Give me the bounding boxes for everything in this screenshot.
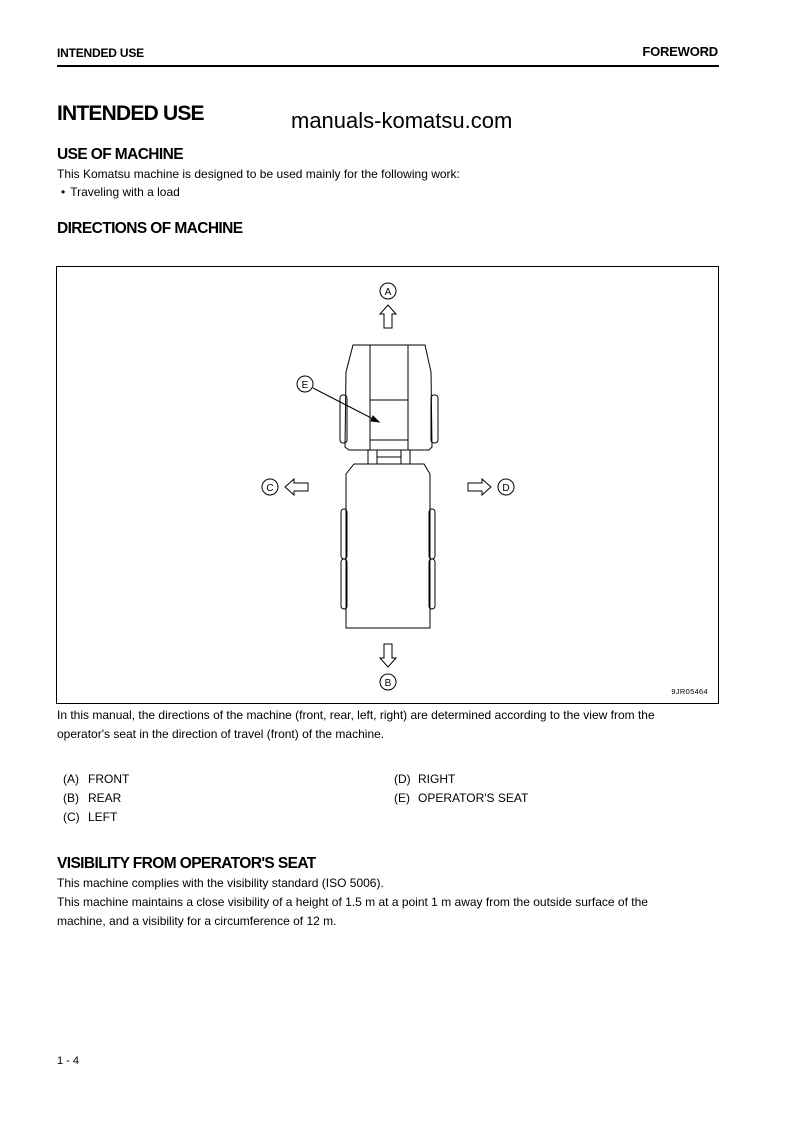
legend-key: (A) xyxy=(63,772,79,786)
legend-label: FRONT xyxy=(88,772,130,786)
figure-id: 9JR05464 xyxy=(671,687,708,696)
directions-heading: DIRECTIONS OF MACHINE xyxy=(57,220,243,237)
page-title: INTENDED USE xyxy=(57,102,204,125)
label-a: A xyxy=(384,287,392,298)
header-rule xyxy=(57,65,719,67)
legend-item-left xyxy=(63,810,117,824)
visibility-line3: machine, and a visibility for a circumference of 12 m. xyxy=(57,914,337,928)
visibility-heading: VISIBILITY FROM OPERATOR'S SEAT xyxy=(57,855,316,872)
front-frame xyxy=(345,345,432,450)
use-of-machine-text: This Komatsu machine is designed to be used mainly for the following work: xyxy=(57,167,460,181)
label-c: C xyxy=(266,483,274,494)
right-arrow-icon xyxy=(468,479,491,495)
legend-label: LEFT xyxy=(88,810,118,824)
legend-item-front xyxy=(63,772,129,786)
header-section-title: INTENDED USE xyxy=(57,46,144,60)
legend-label: REAR xyxy=(88,791,122,805)
front-arrow-icon xyxy=(380,305,396,328)
legend-label: OPERATOR'S SEAT xyxy=(418,791,529,805)
legend-item-rear xyxy=(63,791,121,805)
use-of-machine-heading: USE OF MACHINE xyxy=(57,146,183,163)
watermark-text: manuals-komatsu.com xyxy=(291,108,513,133)
rear-arrow-icon xyxy=(380,644,396,667)
legend-key: (D) xyxy=(394,772,411,786)
visibility-line2: This machine maintains a close visibility of a height of 1.5 m at a point 1 m away from the outside surface of the xyxy=(57,895,648,909)
page-number: 1 - 4 xyxy=(57,1055,80,1067)
bullet-icon: • xyxy=(61,185,66,199)
rear-frame xyxy=(346,464,430,628)
label-d: D xyxy=(502,483,510,494)
machine-diagram xyxy=(57,267,720,705)
legend-key: (E) xyxy=(394,791,410,805)
directions-caption-line1: In this manual, the directions of the machine (front, rear, left, right) are determined according to the view from the xyxy=(57,708,655,722)
list-item xyxy=(61,183,180,202)
visibility-line1: This machine complies with the visibility standard (ISO 5006). xyxy=(57,876,384,890)
bullet-text: Traveling with a load xyxy=(70,185,180,199)
directions-caption-line2: operator's seat in the direction of travel (front) of the machine. xyxy=(57,727,385,741)
legend-key: (B) xyxy=(63,791,79,805)
legend-item-operator-seat xyxy=(394,791,528,805)
legend-key: (C) xyxy=(63,810,80,824)
left-arrow-icon xyxy=(285,479,308,495)
directions-figure xyxy=(56,266,719,704)
label-e: E xyxy=(301,380,309,391)
label-b: B xyxy=(384,678,392,689)
legend-label: RIGHT xyxy=(418,772,456,786)
header-chapter-title: FOREWORD xyxy=(642,44,718,59)
legend-item-right xyxy=(394,772,455,786)
